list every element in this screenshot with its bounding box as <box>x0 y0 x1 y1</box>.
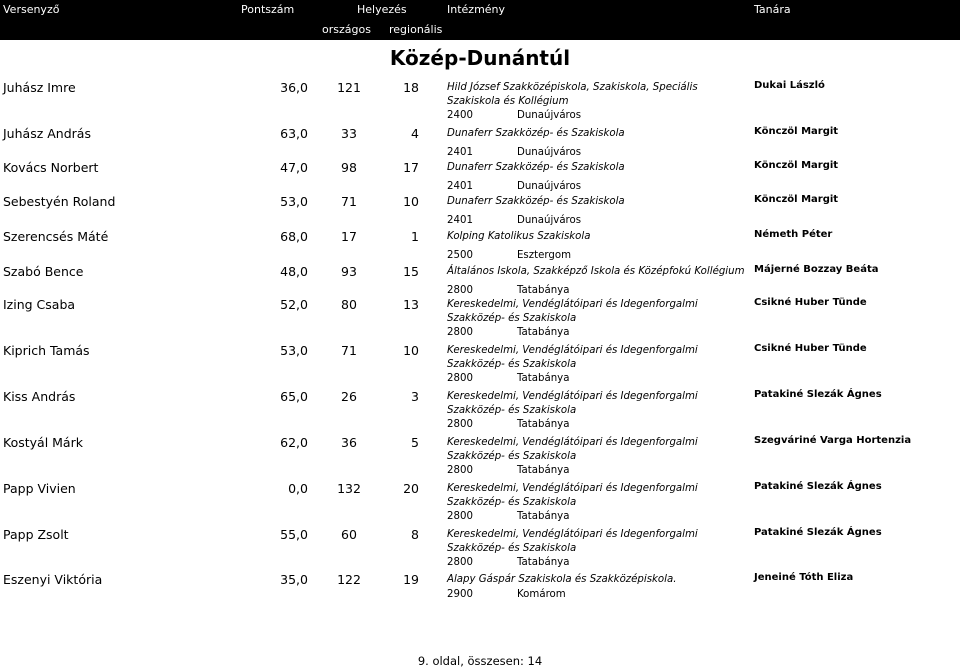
institution-city: Dunaújváros <box>517 215 582 226</box>
institution-name: Kereskedelmi, Vendéglátóipari és Idegenforgalmi Szakközép- és Szakiskola <box>447 299 698 324</box>
rank-regional: 19 <box>403 572 419 587</box>
table-header <box>0 0 960 40</box>
institution-city: Tatabánya <box>517 373 570 384</box>
rank-regional: 13 <box>403 297 419 312</box>
header-competitor: Versenyző <box>3 3 60 16</box>
teacher-name: Jeneiné Tóth Eliza <box>754 572 854 583</box>
rank-national: 33 <box>341 126 357 141</box>
institution-name: Általános Iskola, Szakképző Iskola és Középfokú Kollégium <box>447 266 745 277</box>
header-teacher: Tanára <box>754 3 791 16</box>
teacher-name: Csikné Huber Tünde <box>754 343 867 354</box>
institution-city: Dunaújváros <box>517 181 582 192</box>
institution-zip: 2401 <box>447 147 473 158</box>
rank-national: 132 <box>337 481 361 496</box>
rank-regional: 18 <box>403 80 419 95</box>
institution-name: Kereskedelmi, Vendéglátóipari és Idegenforgalmi Szakközép- és Szakiskola <box>447 529 698 554</box>
rank-regional: 3 <box>411 389 419 404</box>
competitor-name: Szerencsés Máté <box>3 229 109 244</box>
institution-city: Tatabánya <box>517 557 570 568</box>
score: 62,0 <box>280 435 308 450</box>
teacher-name: Németh Péter <box>754 229 833 240</box>
teacher-name: Könczöl Margit <box>754 126 839 137</box>
rank-national: 71 <box>341 343 357 358</box>
score: 53,0 <box>280 194 308 209</box>
teacher-name: Patakiné Slezák Ágnes <box>754 527 882 538</box>
header-rank-national: országos <box>322 23 371 36</box>
institution-name: Dunaferr Szakközép- és Szakiskola <box>447 162 625 173</box>
competitor-name: Papp Vivien <box>3 481 76 496</box>
competitor-name: Papp Zsolt <box>3 527 69 542</box>
rank-national: 93 <box>341 264 357 279</box>
institution-name: Kereskedelmi, Vendéglátóipari és Idegenforgalmi Szakközép- és Szakiskola <box>447 345 698 370</box>
rank-regional: 5 <box>411 435 419 450</box>
institution-zip: 2500 <box>447 250 473 261</box>
rank-national: 36 <box>341 435 357 450</box>
institution-zip: 2800 <box>447 465 473 476</box>
competitor-name: Juhász András <box>3 126 91 141</box>
rank-regional: 8 <box>411 527 419 542</box>
region-title: Közép-Dunántúl <box>389 46 571 70</box>
competitor-name: Kiss András <box>3 389 76 404</box>
institution-city: Tatabánya <box>517 327 570 338</box>
institution-city: Dunaújváros <box>517 147 582 158</box>
rank-regional: 17 <box>403 160 419 175</box>
score: 68,0 <box>280 229 308 244</box>
institution-city: Esztergom <box>517 250 571 261</box>
institution-zip: 2800 <box>447 557 473 568</box>
institution-name: Kereskedelmi, Vendéglátóipari és Idegenforgalmi Szakközép- és Szakiskola <box>447 483 698 508</box>
rank-regional: 1 <box>411 229 419 244</box>
teacher-name: Könczöl Margit <box>754 160 839 171</box>
score: 53,0 <box>280 343 308 358</box>
score: 36,0 <box>280 80 308 95</box>
competitor-name: Izing Csaba <box>3 297 76 312</box>
teacher-name: Májerné Bozzay Beáta <box>754 264 879 275</box>
institution-name: Dunaferr Szakközép- és Szakiskola <box>447 196 625 207</box>
institution-zip: 2401 <box>447 215 473 226</box>
rank-national: 71 <box>341 194 357 209</box>
institution-zip: 2900 <box>447 589 473 600</box>
institution-name: Kolping Katolikus Szakiskola <box>447 231 591 242</box>
score: 48,0 <box>280 264 308 279</box>
rank-national: 80 <box>341 297 357 312</box>
institution-zip: 2401 <box>447 181 473 192</box>
rank-national: 60 <box>341 527 357 542</box>
competitor-name: Szabó Bence <box>3 264 84 279</box>
score: 52,0 <box>280 297 308 312</box>
competitor-name: Sebestyén Roland <box>3 194 116 209</box>
institution-city: Komárom <box>517 589 566 600</box>
rank-regional: 20 <box>403 481 419 496</box>
institution-zip: 2800 <box>447 285 473 296</box>
institution-zip: 2400 <box>447 110 473 121</box>
teacher-name: Könczöl Margit <box>754 194 839 205</box>
rank-national: 122 <box>337 572 361 587</box>
competitor-name: Kovács Norbert <box>3 160 99 175</box>
rank-regional: 4 <box>411 126 419 141</box>
rank-regional: 10 <box>403 194 419 209</box>
teacher-name: Patakiné Slezák Ágnes <box>754 481 882 492</box>
rank-national: 98 <box>341 160 357 175</box>
rank-national: 26 <box>341 389 357 404</box>
rank-regional: 15 <box>403 264 419 279</box>
institution-city: Tatabánya <box>517 511 570 522</box>
score: 35,0 <box>280 572 308 587</box>
header-rank-regional: regionális <box>389 23 443 36</box>
score: 65,0 <box>280 389 308 404</box>
rank-national: 121 <box>337 80 361 95</box>
competitor-name: Kostyál Márk <box>3 435 83 450</box>
score: 0,0 <box>288 481 308 496</box>
competitor-name: Kiprich Tamás <box>3 343 90 358</box>
institution-name: Dunaferr Szakközép- és Szakiskola <box>447 128 625 139</box>
institution-zip: 2800 <box>447 511 473 522</box>
competitor-name: Juhász Imre <box>3 80 76 95</box>
score: 47,0 <box>280 160 308 175</box>
teacher-name: Dukai László <box>754 80 825 91</box>
institution-city: Tatabánya <box>517 419 570 430</box>
header-rank: Helyezés <box>357 3 407 16</box>
competitor-name: Eszenyi Viktória <box>3 572 103 587</box>
institution-zip: 2800 <box>447 419 473 430</box>
institution-zip: 2800 <box>447 327 473 338</box>
header-score: Pontszám <box>241 3 295 16</box>
institution-zip: 2800 <box>447 373 473 384</box>
rank-regional: 10 <box>403 343 419 358</box>
institution-name: Alapy Gáspár Szakiskola és Szakközépiskola. <box>447 574 677 585</box>
institution-city: Tatabánya <box>517 465 570 476</box>
institution-city: Dunaújváros <box>517 110 582 121</box>
score: 63,0 <box>280 126 308 141</box>
header-institution: Intézmény <box>447 3 506 16</box>
teacher-name: Patakiné Slezák Ágnes <box>754 389 882 400</box>
rank-national: 17 <box>341 229 357 244</box>
institution-name: Kereskedelmi, Vendéglátóipari és Idegenforgalmi Szakközép- és Szakiskola <box>447 437 698 462</box>
institution-name: Kereskedelmi, Vendéglátóipari és Idegenforgalmi Szakközép- és Szakiskola <box>447 391 698 416</box>
institution-city: Tatabánya <box>517 285 570 296</box>
teacher-name: Csikné Huber Tünde <box>754 297 867 308</box>
institution-name: Hild József Szakközépiskola, Szakiskola, Speciális Szakiskola és Kollégium <box>447 82 698 107</box>
page-footer: 9. oldal, összesen: 14 <box>417 654 543 668</box>
score: 55,0 <box>280 527 308 542</box>
teacher-name: Szegváriné Varga Hortenzia <box>754 435 912 446</box>
